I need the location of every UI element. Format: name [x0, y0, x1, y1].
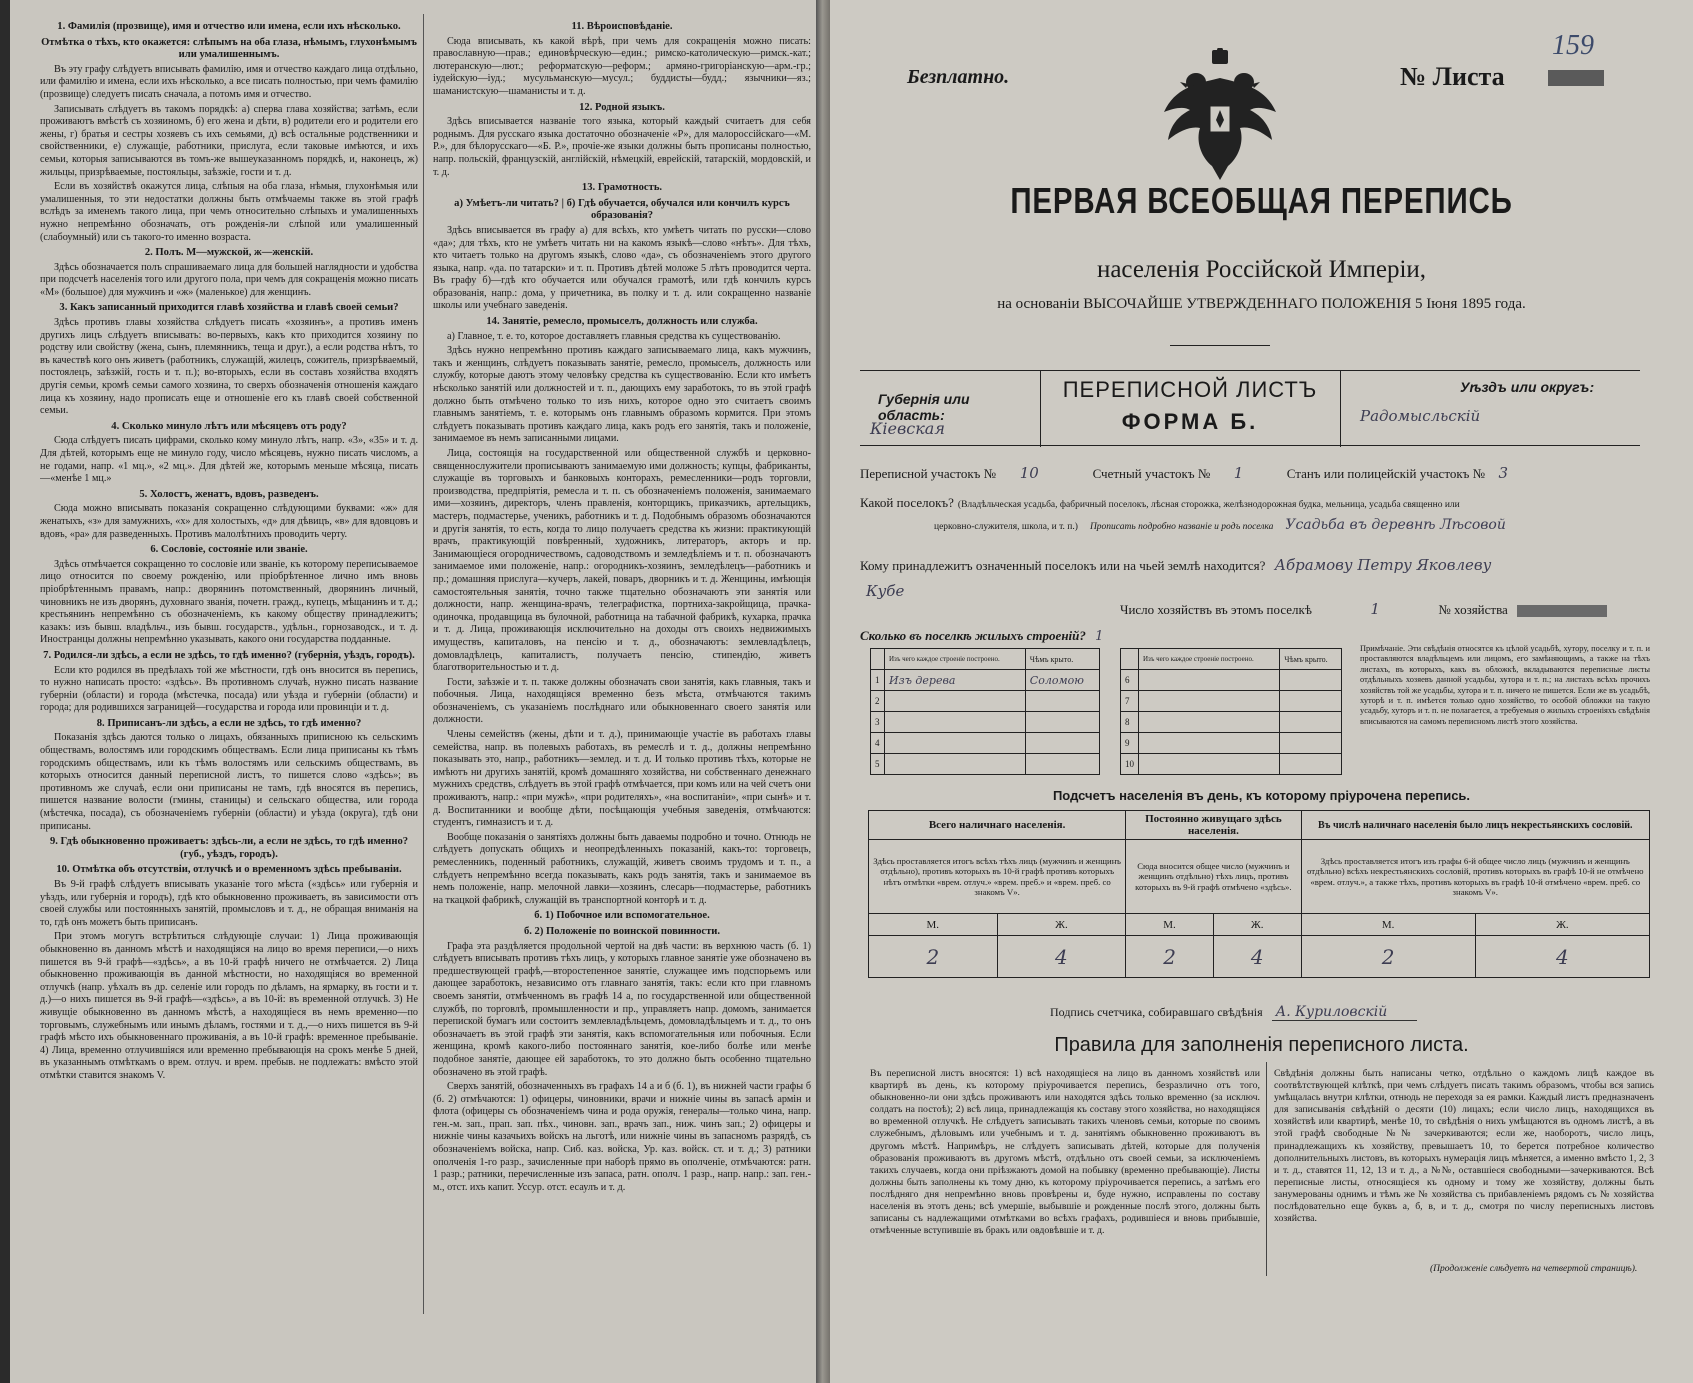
- buildings-row: [1121, 733, 1342, 754]
- households-label: Число хозяйствъ въ этомъ поселкѣ: [1120, 602, 1312, 617]
- building-number: 7: [1121, 691, 1139, 712]
- pop-c1-f-label: Ж.: [997, 914, 1126, 936]
- section-heading: 7. Родился-ли здѣсь, а если не здѣсь, то гдѣ именно? (губернія, уѣздъ, городъ).: [43, 649, 415, 661]
- rules-continued: (Продолженіе слѣдуетъ на четвертой страницѣ).: [1430, 1264, 1638, 1274]
- building-number: 1: [871, 670, 885, 691]
- section-heading: б. 2) Положеніе по воинской повинности.: [523, 925, 721, 937]
- building-number: 8: [1121, 712, 1139, 733]
- instruction-paragraph: Показанія здѣсь даются только о лицахъ, обязанныхъ приписною къ сельскимъ обществамъ, волостямъ или городскимъ обществамъ. Если лица приписаны къ тѣмъ городскимъ обществамъ, или къ тѣмъ волостямъ или сельскимъ обществамъ, въ которыхъ относится данный переписной листъ, то пишется слово «здѣсь»; въ противномъ же случаѣ, если они приписаны не тамъ, гдѣ вносятся въ перепись, пишется название волости (гмины, станицы) и сельскаго общества, или города (мѣстечка, посада), съ обозначеніемъ губерніи (области) и уѣзда (округа), гдѣ они приписаны.: [40, 732, 418, 832]
- instruction-paragraph: Здѣсь вписывается названіе того языка, который каждый считаетъ для себя роднымъ. Для русскаго языка достаточно обозначеніе «Р», для малороссійскаго—«М. Р.», для бѣлорусскаго—«Б. Р.», прочіе-же языки должны быть прописаны полностью, напр. польскій, французскій, англійскій, нѣмецкій, еврейскій, татарскій, мордовскій, и т. д.: [433, 116, 811, 178]
- line-districts: [860, 464, 1660, 482]
- stan-value: 3: [1498, 464, 1509, 482]
- buildings-row: [871, 712, 1100, 733]
- pop-c2-f-label: Ж.: [1213, 914, 1301, 936]
- bld-col-material: Изъ чего каждое строеніе построено.: [885, 649, 1026, 670]
- household-no-ink: [1517, 605, 1607, 617]
- section-heading: 8. Приписанъ-ли здѣсь, а если не здѣсь, то гдѣ именно?: [96, 717, 362, 729]
- building-number: 9: [1121, 733, 1139, 754]
- buildings-row: [1121, 712, 1342, 733]
- pop-col2-desc: Сюда вносится общее число (мужчинъ и женщинъ отдѣльно) тѣхъ лицъ, противъ которыхъ въ 9-й графѣ отмѣчено «здѣсь».: [1126, 840, 1301, 914]
- building-number: 4: [871, 733, 885, 754]
- census-subtitle: населенія Россійской Имперіи,: [1096, 256, 1427, 283]
- household-no-label: № хозяйства: [1438, 602, 1508, 617]
- pop-c3-f-label: Ж.: [1475, 914, 1649, 936]
- instruction-paragraph: Сверхъ занятій, обозначенныхъ въ графахъ 14 а и б (б. 1), въ нижней части графы б (б. 2) отмѣчаются: 1) офицеры, чиновники, врачи и нижніе чины въ запасѣ армін и флота (офицеры съ обозначеніемъ чина и рода оружія, генералы—только чина, напр. ген.-м. зап., прап. зап. пѣх., чиновн. зап., врачъ зап., ниж. чинъ зап.; 2) офицеры и нижніе чины казачьихъ войскъ на льготѣ, или нижніе чины въ запасномъ разрядѣ, съ обозначеніемъ войска, напр. Сиб. каз. войска, Ур. каз. войск. ст. и т. д.; 3) ратники ополченія 1-го разр., зачисленные при наборѣ прямо въ ополченіе, отмѣчаются: ратн. 1 разр.; ратники, перечисленные изъ запаса, ратн. ополч. 1 разр., напр. напр.: зап. ген.-м., отст. ихъ капит. Уссур. отст. есаулъ и т. д.: [433, 1081, 811, 1193]
- buildings-row: [871, 670, 1100, 691]
- building-number: 2: [871, 691, 885, 712]
- building-material: [885, 733, 1026, 754]
- instruction-paragraph: Въ 9-й графѣ слѣдуетъ вписывать указаніе того мѣста («здѣсь» или губернія и уѣздъ, или губернія и городъ), гдѣ кто обыкновенно проживаетъ, въ зависимости отъ своей службы или постоянныхъ занятій, промысловъ и т. д., не обращая вниманія на то, гдѣ онъ можетъ быть приписанъ.: [40, 879, 418, 928]
- building-roof: [1025, 733, 1099, 754]
- settlement-hint: (Владѣльческая усадьба, фабричный поселокъ, лѣсная сторожка, желѣзнодорожная будка, мельница, усадьба священно или: [957, 500, 1460, 510]
- building-roof: [1025, 712, 1099, 733]
- settlement-value: Усадьба въ деревнѣ Лѣсовой: [1285, 517, 1506, 533]
- pop-c2-m-label: М.: [1126, 914, 1214, 936]
- building-roof: Соломою: [1025, 670, 1099, 691]
- bld-col-material: Изъ чего каждое строеніе построено.: [1139, 649, 1280, 670]
- population-table: [868, 810, 1650, 978]
- legal-basis: на основаніи ВЫСОЧАЙШЕ УТВЕРЖДЕННАГО ПОЛОЖЕНІЯ 5 Іюня 1895 года.: [997, 296, 1526, 312]
- province-label: Губернія или область:: [878, 391, 970, 423]
- pop-c3-f-value: 4: [1475, 936, 1649, 978]
- page-number: 159: [1552, 30, 1594, 61]
- instruction-paragraph: Лица, состоящія на государственной или общественной службѣ и церковно-священнослужители прописываютъ занимаемую ими должность; купцы, фабриканты, служащіе въ торговыхъ и банковыхъ конторахъ, ремесленники—родъ торговли, производства, предпріятія, ремесла и т. п. съ обозначеніемъ положенія, занимаемаго ими—хозяинъ, директоръ, членъ правленія, конторщикъ, приказчикъ, артельщикъ, мастеръ, подмастерье, ученикъ, работникъ и т. д. Подобнымъ образомъ обозначаются и другія занятія, то есть, когда то лицо получаетъ средства къ жизни: практикующій врачъ, практикующій повѣренный, художникъ, литераторъ, акторъ и пр. Занимающіеся огородничествомъ, садоводствомъ и земледѣліемъ и т. п. обозначаютъ занимаемое ими положеніе, напр.: огородникъ-хозяинъ, земледѣлецъ—работникъ и пр.; домашняя прислуга—кучеръ, лакей, поваръ, дворникъ и т. д. Женщины, имѣющія самостоятельныя занятія, точно также тщательно обозначаютъ эти занятія или должности, напр. женщина-врачъ, телеграфистка, портниха-закройщица, прачка-одиночка, продавщица въ булочной, работница на табачной фабрикѣ, кухарка, прачка и т. д. Лица, проживающія исключительно на доходы отъ своихъ недвижимыхъ имуществъ, капиталовъ, на пенсію и т. д., обозначаютъ: землевладѣлецъ, домовладѣлецъ, капиталистъ, получаетъ пенсію, стипендію, живетъ благотворительностью и т. д.: [433, 448, 811, 674]
- line-settlement: [860, 494, 1660, 512]
- owner-value: Абрамову Петру Яковлеву: [1274, 556, 1492, 574]
- section-heading: а) Умѣетъ-ли читать? | б) Гдѣ обучается, обучался или кончилъ курсъ образованія?: [454, 197, 790, 222]
- pop-c2-f-value: 4: [1213, 936, 1301, 978]
- section-heading: 12. Родной языкъ.: [579, 101, 665, 113]
- section-heading: 14. Занятіе, ремесло, промыселъ, должность или служба.: [486, 316, 758, 328]
- form-title-1: ПЕРЕПИСНОЙ ЛИСТЪ: [1062, 377, 1318, 402]
- section-heading: 4. Сколько минуло лѣтъ или мѣсяцевъ отъ роду?: [111, 420, 347, 432]
- form-header-box: [860, 370, 1640, 446]
- title-rule: [1170, 345, 1270, 346]
- rules-left-column: Въ переписной листъ вносятся: 1) всѣ находящіеся на лицо въ данномъ хозяйствѣ или квартирѣ въ день, къ которому пріурочивается перепись, безразлично отъ того, обыкновенно-ли они здѣсь проживаютъ или находятся здѣсь только временно (за исключ. солдатъ на постоѣ); 2) всѣ лица, принадлежащія къ составу этого хозяйства, но находящіяся во временной отлучкѣ. Не слѣдуетъ записывать такихъ членовъ семьи, которые по своимъ служебнымъ, дѣловымъ или учебнымъ и т. д. занятіямъ обыкновенно проживаютъ въ другомъ мѣстѣ. Напримѣръ, не слѣдуетъ записывать дѣтей, которые для полученія образованія проживаютъ въ другомъ мѣстѣ, отдѣльно отъ своей семьи, за исключеніемъ такихъ случаевъ, когда они пріѣзжаютъ домой на побывку (временно пребывающіе). Листы должны быть заполнены къ тому дню, къ которому пріурочивается перепись, а затѣмъ его послѣдняго дня непремѣнно вновь провѣрены и, буде нужно, исправлены по составу населенія въ этотъ день; всѣ умершіе, выбывшіе и рожденные послѣ этого, должны быть записаны съ надлежащими отмѣтками во всѣхъ графахъ, родившіеся и вновь прибывшіе, отмѣченные вступившіе въ бракъ или овдовѣвшіе и т. д.: [870, 1068, 1260, 1237]
- instruction-paragraph: Сюда слѣдуетъ писать цифрами, сколько кому минуло лѣтъ, напр. «3», «35» и т. д. Для дѣтей, которымъ еще не минуло году, число мѣсяцевъ, нужно писать числомъ, а не годами, напр. «1 мц.», «2 мц.». Для дѣтей же, которымъ меньше мѣсяца, писать—«менѣе 1 мц.»: [40, 435, 418, 485]
- left-page-instructions: [10, 0, 818, 1383]
- instruction-paragraph: Записывать слѣдуетъ въ такомъ порядкѣ: а) сперва глава хозяйства; затѣмъ, если проживаютъ вмѣстѣ съ хозяиномъ, б) его жена и дѣти, в) родители его и родители его жены, г) братья и сестры хозяевъ съ ихъ семьями, д) всѣ остальные родственники и свойственники, е) служащіе, работники, прислуга, если таковые имѣются, и ихъ семьи, которыя записываются въ томъ-же вышеуказанномъ порядкѣ, и, наконецъ, ж) жильцы, призрѣваемые, постояльцы, заѣзжіе, гости и т. д.: [40, 103, 418, 178]
- line-households: [1120, 600, 1660, 618]
- sheet-number-ink: [1548, 70, 1604, 86]
- sheet-number-label: № Листа: [1400, 62, 1505, 91]
- rules-right-column: Свѣдѣнія должны быть написаны четко, отдѣльно о каждомъ лицѣ каждое въ соотвѣтствующей клѣткѣ, при чемъ слѣдуетъ писать такимъ образомъ, чтобы вся запись умѣщалась внутри клѣтки, отнюдь не переходя за ея рамки. Каждый листъ предназначенъ для записыванія свѣдѣній о десяти (10) лицахъ; если число лицъ, находящихся въ хозяйствѣ или квартирѣ, менѣе 10, то свѣдѣнія о нихъ умѣщаются въ одномъ листѣ, а въ этой графѣ свободные №№ зачеркиваются; если же, наоборотъ, число лицъ, принадлежащихъ къ хозяйству, превышаетъ 10, то берется потребное количество дополнительныхъ листовъ, въ которыхъ нумерація лицъ мѣняется, а именно вмѣсто 1, 2, 3 и т. д., ставятся 11, 12, 13 и т. д., а №№, оставшіеся свободными—зачеркиваются. Всѣ переписные листы, относящіеся къ одному и тому же хозяйству, должны быть занумерованы однимъ и тѣмъ же № хозяйства съ прибавленіемъ рядомъ съ № хозяйства послѣдовательно еще буквъ а, б, в, и т. д., смотря по числу переписныхъ листовъ хозяйства.: [1274, 1068, 1654, 1225]
- line-settlement-2: [860, 516, 1660, 534]
- instruction-paragraph: Здѣсь противъ главы хозяйства слѣдуетъ писать «хозяинъ», а противъ именъ другихъ лицъ слѣдуетъ вписывать: во-первыхъ, какъ кто приходится хозяину по родству или свойству (жена, сынъ, племянникъ, теща и друг.), а если родства нѣтъ, то въ качествѣ кого онъ живетъ (работникъ, служащій, жилецъ, сожитель, призрѣваемый, постоялецъ, заѣзжій, гость и т. п.); во-вторыхъ, если въ составъ хозяйства входятъ другія семьи, кромѣ семьи самого хозяина, то сверхъ обозначенія отношенія каждаго лица къ хозяину, надо прописать еще и отношеніе его къ главѣ своей собственной семьи.: [40, 317, 418, 417]
- instruction-paragraph: Здѣсь обозначается полъ спрашиваемаго лица для большей наглядности и удобства при подсчетѣ населенія того или другого пола, при чемъ для сокращенія можно писать «М» (большое) для мужчинъ и «ж» (маленькое) для женщинъ.: [40, 261, 418, 298]
- buildings-row: [871, 691, 1100, 712]
- section-heading: 11. Вѣроисповѣданіе.: [571, 21, 673, 32]
- instruction-paragraph: Сюда можно вписывать показанія сокращенно слѣдующими буквами: «ж» для женатыхъ, «з» для замужнихъ, «х» для холостыхъ, «д» для дѣвицъ, «в» для вдовцовъ и вдовъ, «ра» для разведенныхъ. Противъ малолѣтнихъ проводить черту.: [40, 503, 418, 540]
- settlement-label: Какой поселокъ?: [860, 495, 954, 510]
- buildings-row: [1121, 670, 1342, 691]
- line-owner: [860, 556, 1660, 574]
- owner-value-2: Кубе: [866, 582, 905, 600]
- buildings-header-row: [871, 649, 1100, 670]
- buildings-note: Примѣчаніе. Эти свѣдѣнія относятся къ цѣлой усадьбѣ, хутору, поселку и т. п. и проставляются владѣльцемъ или лицомъ, его замѣняющимъ, а также на тѣхъ листахъ, въ которыхъ, какъ въ обложкѣ, вкладываются переписные листы отдѣльныхъ хозяевъ данной усадьбы, хутора и т. п.; на листахъ всѣхъ прочихъ хозяйствъ той же усадьбы, хутора и т. п. ничего не пишется. Если же въ усадьбѣ, хуторѣ и т. п. имѣется только одно хозяйство, то особой обложки на такую усадьбу, хуторъ и т. п. не полагается, а требуемыя о жилыхъ строеніяхъ свѣдѣнія вписываются на самомъ переписномъ листѣ этого хозяйства.: [1360, 644, 1650, 726]
- pop-c3-m-value: 2: [1301, 936, 1475, 978]
- instruction-paragraph: Сюда вписывать, къ какой вѣрѣ, при чемъ для сокращенія можно писать: православную—прав.; единовѣрческую—един.; римско-католическую—римск.-кат.; лютеранскую—лют.; реформатскую—реформ.; армяно-григоріанскую—арм.-гр.; іудейскую—іуд.; мусульманскую—мусул.; буддисты—будд.; язычники—яз.; шаманистскую—шаманисты и т. д.: [433, 35, 811, 97]
- section-heading: 6. Сословіе, состояніе или званіе.: [150, 544, 308, 556]
- section-heading: 5. Холостъ, женатъ, вдовъ, разведенъ.: [139, 488, 319, 500]
- signature-value: А. Куриловскій: [1272, 1004, 1418, 1021]
- right-page-census-form: [830, 0, 1693, 1383]
- buildings-value: 1: [1095, 629, 1104, 644]
- building-roof: [1025, 754, 1099, 775]
- buildings-line: [860, 628, 1103, 644]
- owner-label: Кому принадлежитъ означенный поселокъ или на чьей землѣ находится?: [860, 558, 1266, 573]
- instruction-paragraph: Здѣсь отмѣчается сокращенно то сословіе или званіе, къ которому переписываемое лицо относится по своему рожденію, или пріобрѣтенное лично имъ вновь пріобрѣтеннымъ правамъ, напр.: дворянинъ потомственный, дворянинъ личный, чиновникъ не изъ дворянъ, духовнаго званія, почетн. гражд., купецъ, мѣщанинъ и т. д.; крестьянинъ непремѣнно съ обозначеніемъ, къ какому обществу принадлежитъ; казакъ: изъ бывш. владѣльч., изъ бывш. государств., удѣльн., горнозаводск., и т. д. Иностранцы должны непремѣнно указывать, какого они государства подданные.: [40, 558, 418, 646]
- instructions-column-2: [433, 18, 811, 1308]
- signature-label: Подпись счетчика, собиравшаго свѣдѣнія: [1050, 1005, 1263, 1019]
- district-label: Уѣздъ или округъ:: [1460, 379, 1595, 395]
- buildings-row: [1121, 754, 1342, 775]
- instruction-paragraph: Члены семействъ (жены, дѣти и т. д.), принимающіе участіе въ работахъ главы семейства, напр. въ полевыхъ работахъ, въ ремеслѣ и т. д., должны непремѣнно показывать это, напр., работникъ—землед. и т. д. И только противъ тѣхъ, которые не имѣютъ ни другихъ занятій, кромѣ домашняго хозяйства, ни собственнаго денежнаго мужнихъ средствъ, слѣдуетъ въ этой графѣ отмѣчается, при комъ или на чей счетъ они проживаютъ, напр.: «при мужѣ», «при родителяхъ», «на воспитаніи», «при сынѣ» и т. д. Воспитанники и вообще дѣти, посѣщающія учебныя заведенія, отмѣчаются: студентъ, гимназистъ и т. д.: [433, 729, 811, 829]
- bld-col-roof: Чѣмъ крыто.: [1025, 649, 1099, 670]
- instruction-paragraph: Графа эта раздѣляется продольной чертой на двѣ части: въ верхнюю часть (б. 1) слѣдуетъ вписывать противъ тѣхъ лицъ, у которыхъ главное занятіе уже обозначено въ предшествующей графѣ,—второстепенное занятіе, служащее имъ подспорьемъ или дающее заработокъ, независимо отъ главнаго занятія, такъ: если кто при главномъ своемъ занятіи, отмѣченномъ въ графѣ 14 а, по государственной или общественной службѣ, по торговлѣ, промышленности и пр., управляетъ напр. домомъ, занимается перепиской бумагъ или состоитъ землевладѣльцемъ, домовладѣльцемъ и т. д., то онъ обозначаетъ въ этой графѣ эти занятія, какъ вспомогательныя или побочныя. Если женщина, кромѣ какого-либо постояннаго занятія, кое-либо болѣе или менѣе подобное занятіе, дающее ей заработокъ, то это должно быть особенно тщательно обозначено въ этой графѣ.: [433, 940, 811, 1078]
- count-district-value: 1: [1233, 464, 1244, 482]
- buildings-header-row: [1121, 649, 1342, 670]
- rules-title: Правила для заполненія переписного листа.: [1054, 1034, 1469, 1056]
- pop-c1-m-label: М.: [869, 914, 998, 936]
- bld-col-roof: Чѣмъ крыто.: [1280, 649, 1342, 670]
- instruction-paragraph: Въ эту графу слѣдуетъ вписывать фамилію, имя и отчество каждаго лица отдѣльно, или фамилію и имена, если ихъ нѣсколько, а все писать полностью, при чемъ фамилію (прозвище) следуетъ писать сначала, а потомъ имя и отчество.: [40, 63, 418, 100]
- double-headed-eagle-emblem: [1160, 48, 1280, 188]
- instruction-paragraph: При этомъ могутъ встрѣтиться слѣдующіе случаи: 1) Лица проживающія обыкновенно въ данномъ мѣстѣ и находящіяся на лицо во время переписи,—о нихъ пишется въ 9-й графѣ—«здѣсь», а въ 10-й графѣ ничего не отмѣчается. 2) Лица обыкновенно проживающія въ данной мѣстности, но находящіяся во временной отлучкѣ (напр. уѣхалъ въ др. селеніе или городъ по дѣламъ, на ярмарку, въ гости и т. д.)—о нихъ пишется въ 9-й графѣ—«здѣсь», а въ 10-й: въ временной отлучкѣ. 3) Не живущіе обыкновенно въ данномъ мѣстѣ, а находящіеся въ немъ временно—по торговымъ, служебнымъ или инымъ дѣламъ, гостями и т. д.,—о нихъ пишется въ 9-й графѣ мѣсто ихъ обыкновеннаго проживанія, а въ 10-й графѣ: временное пребываніе. 4) Лица, временно отлучившіяся или временно пребывающія на срокъ менѣе 5 дней, въ указаннымъ отмѣткамъ о врем. отлуч. и врем. пребыв. не подлежатъ: вмѣсто этой отмѣтки ставится знакомъ V.: [40, 931, 418, 1081]
- building-material: [885, 712, 1026, 733]
- buildings-row: [871, 733, 1100, 754]
- rules-divider: [1266, 1062, 1267, 1276]
- section-heading: Отмѣтка о тѣхъ, кто окажется: слѣпымъ на оба глаза, нѣмымъ, глухонѣмымъ или умалишеннымъ.: [41, 36, 417, 61]
- instruction-paragraph: Здѣсь нужно непремѣнно противъ каждаго записываемаго лица, какъ мужчинъ, такъ и женщинъ, слѣдуетъ показывать занятіе, ремесло, промыселъ, должность или службу, которые даютъ этому человѣку средства къ существованію. Если кто имѣетъ нѣсколько занятій или должностей и т. п., дающихъ ему заработокъ, то въ этой графѣ должно быть отмѣчено только то изъ нихъ, которое одно это считаетъ своимъ главнымъ занятіемъ, т. е. которымъ онъ главнымъ образомъ кормится. При этомъ слѣдуетъ показывать противъ каждаго лица, какъ родъ его занятія, такъ и положеніе, занимаемое въ немъ записанными лицами.: [433, 345, 811, 445]
- pop-c3-m-label: М.: [1301, 914, 1475, 936]
- stan-label: Станъ или полицейскій участокъ №: [1286, 466, 1486, 481]
- instruction-paragraph: Если въ хозяйствѣ окажутся лица, слѣпыя на оба глаза, нѣмыя, глухонѣмыя или умалишенныя, то эти недостатки должны быть отмѣчаемы также въ этой графѣ вслѣдъ за именемъ такого лица, при чемъ относительно слѣпыхъ и умалишенныхъ нужно непремѣнно обозначать, отъ рожденія-ли слѣпой или умалишенный (слабоумный) или съ такого-то именно возраста.: [40, 181, 418, 243]
- building-number: 3: [871, 712, 885, 733]
- buildings-label: Сколько въ поселкѣ жилыхъ строеній?: [860, 628, 1086, 643]
- instruction-paragraph: Гости, заѣзжіе и т. п. также должны обозначать свои занятія, какъ главныя, такъ и побочныя. Лица, находящіяся временно безъ мѣста, отмѣчаются такимъ обозначеніемъ, съ указаніемъ послѣднаго или обыкновеннаго своего занятія или должности.: [433, 676, 811, 726]
- column-divider: [423, 14, 424, 1314]
- pop-col1-title: Всего наличнаго населенія.: [869, 811, 1126, 840]
- form-title-cell: [1040, 371, 1340, 447]
- count-district-label: Счетный участокъ №: [1092, 466, 1211, 481]
- signature-line: [1050, 1004, 1417, 1020]
- census-title: ПЕРВАЯ ВСЕОБЩАЯ ПЕРЕПИСЬ: [1010, 180, 1513, 221]
- building-roof: [1025, 691, 1099, 712]
- building-number: 6: [1121, 670, 1139, 691]
- census-district-label: Переписной участокъ №: [860, 466, 997, 481]
- settlement-hint-2: церковно-служителя, школа, и т. п.): [934, 522, 1078, 532]
- section-heading: 3. Какъ записанный приходится главѣ хозяйства и главѣ своей семьи?: [59, 302, 399, 314]
- building-number: 10: [1121, 754, 1139, 775]
- buildings-table-left: [870, 648, 1100, 775]
- section-heading: б. 1) Побочное или вспомогательное.: [534, 910, 710, 922]
- section-heading: 10. Отмѣтка объ отсутствіи, отлучкѣ и о временномъ здѣсь пребываніи.: [56, 864, 402, 876]
- building-number: 5: [871, 754, 885, 775]
- province-cell: [860, 371, 1040, 447]
- pop-c1-m-value: 2: [869, 936, 998, 978]
- building-material: [885, 754, 1026, 775]
- pop-col3-title: Въ числѣ наличнаго населенія было лицъ некрестьянскихъ сословій.: [1301, 811, 1649, 840]
- district-value: Радомысльскій: [1360, 407, 1481, 425]
- instructions-column-1: [40, 18, 418, 1308]
- pop-col2-title: Постоянно живущаго здѣсь населенія.: [1126, 811, 1301, 840]
- section-heading: 13. Грамотность.: [581, 182, 663, 194]
- pop-c1-f-value: 4: [997, 936, 1126, 978]
- form-title-2: ФОРМА Б.: [1121, 409, 1259, 434]
- settlement-hint-italic: Прописать подробно названіе и родъ поселка: [1089, 522, 1274, 532]
- instruction-paragraph: Здѣсь вписывается въ графу а) для всѣхъ, кто умѣетъ читать по русски—слово «да»; для тѣхъ, кто не умѣетъ читать ни на какомъ языкѣ—слово «нѣтъ». Для тѣхъ, кто читаетъ только на другомъ языкѣ, слово «да», съ обозначеніемъ этого другого языка, напр. «да. по татарски» и т. п. Противъ дѣтей моложе 5 лѣтъ проводится черта. Въ графу б)—гдѣ кто обучается или обучался грамотѣ, или гдѣ кончилъ курсъ образованія, напр.: дома, у причетника, въ полку и т. д. или сокращенно названіе школы или учебнаго заведенія.: [433, 224, 811, 312]
- pop-col1-desc: Здѣсь проставляется итогъ всѣхъ тѣхъ лицъ (мужчинъ и женщинъ отдѣльно), противъ которыхъ въ 10-й графѣ противъ которыхъ нѣтъ отмѣтки «врем. отлуч.» «врем. преб.» и «врем. преб. со знакомъ V».: [869, 840, 1126, 914]
- section-heading: 2. Полъ. М—мужской, ж—женскій.: [144, 247, 314, 259]
- section-heading: 9. Гдѣ обыкновенно проживаетъ: здѣсь-ли, а если не здѣсь, то гдѣ именно? (губ., уѣздъ, городъ).: [49, 836, 409, 860]
- section-heading: 1. Фамилія (прозвище), имя и отчество или имена, если ихъ нѣсколько.: [57, 21, 401, 32]
- buildings-row: [871, 754, 1100, 775]
- free-label: Безплатно.: [907, 66, 1010, 88]
- building-material: Изъ дерева: [885, 670, 1026, 691]
- pop-c2-m-value: 2: [1126, 936, 1214, 978]
- instruction-paragraph: Если кто родился въ предѣлахъ той же мѣстности, гдѣ онъ вносится въ перепись, то нужно написать просто: «здѣсь». Въ противномъ случаѣ, нужно писать название губерніи (области) и города (мѣстечка, посада) или уѣзда и губерніи (области) и города; для родившихся заграницей—государства и города или провинціи и т. д.: [40, 664, 418, 714]
- instruction-paragraph: Вообще показанія о занятіяхъ должны быть даваемы подробно и точно. Отнюдь не слѣдуетъ допускать общихъ и неопредѣленныхъ показаній, какъ-то: торговецъ, ремесленникъ, поденный работникъ, служащій, живетъ своимъ трудомъ и т. п., а слѣдуетъ непремѣнно всегда показывать, какъ родъ занятія, такъ и занимаемое въ немъ положеніе, напр. мелочной лавки—хозяинъ, слесарь—подмастерье, работникъ на ткацкой фабрикѣ, служащій въ транспортной конторѣ и т. д.: [433, 831, 811, 906]
- census-district-value: 10: [1019, 464, 1039, 482]
- buildings-row: [1121, 691, 1342, 712]
- district-cell: [1340, 371, 1640, 447]
- building-material: [885, 691, 1026, 712]
- buildings-table-right: [1120, 648, 1342, 775]
- households-value: 1: [1370, 600, 1380, 618]
- province-value: Кіевская: [870, 419, 945, 438]
- pop-col3-desc: Здѣсь проставляется итогъ изъ графы 6-й общее число лицъ (мужчинъ и женщинъ отдѣльно) всѣхъ некрестьянскихъ сословій, противъ которыхъ въ графѣ 10-й не отмѣчено «врем. отлуч.», а также тѣхъ, противъ которыхъ въ графѣ 10-й отмѣчено «врем. преб. со знакомъ V».: [1301, 840, 1649, 914]
- population-title: Подсчетъ населенія въ день, къ которому пріурочена перепись.: [1052, 788, 1471, 803]
- instruction-paragraph: а) Главное, т. е. то, которое доставляетъ главныя средства къ существованію.: [447, 330, 781, 342]
